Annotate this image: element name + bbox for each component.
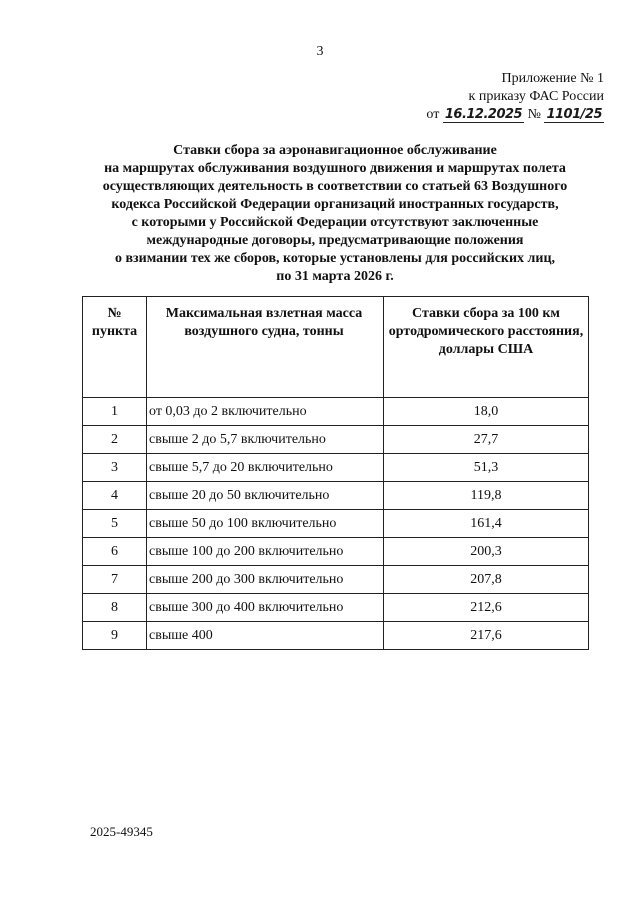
row-number: 3	[83, 454, 147, 482]
row-rate: 207,8	[384, 566, 589, 594]
title-line: международные договоры, предусматривающие положения	[146, 233, 524, 248]
row-rate: 18,0	[384, 398, 589, 426]
page-number: 3	[316, 44, 324, 59]
order-date: 16.12.2025	[444, 107, 523, 122]
header-item-number: № пункта	[83, 297, 147, 398]
row-rate: 200,3	[384, 538, 589, 566]
row-number: 7	[83, 566, 147, 594]
row-mass: свыше 200 до 300 включительно	[147, 566, 384, 594]
appendix-order-details	[344, 106, 604, 124]
rates-table	[82, 296, 589, 650]
title-line: Ставки сбора за аэронавигационное обслуживание	[173, 143, 497, 158]
header-max-takeoff-mass: Максимальная взлетная масса воздушного судна, тонны	[147, 297, 384, 398]
row-mass: свыше 20 до 50 включительно	[147, 482, 384, 510]
title-line: осуществляющих деятельность в соответствии со статьей 63 Воздушного	[102, 179, 568, 194]
title-line: на маршрутах обслуживания воздушного движения и маршрутах полета	[104, 161, 566, 176]
row-rate: 217,6	[384, 622, 589, 650]
row-mass: свыше 50 до 100 включительно	[147, 510, 384, 538]
document-id: 2025-49345	[90, 824, 153, 839]
table-row	[83, 538, 589, 566]
table-row	[83, 482, 589, 510]
row-rate: 119,8	[384, 482, 589, 510]
row-number: 4	[83, 482, 147, 510]
row-mass: свыше 2 до 5,7 включительно	[147, 426, 384, 454]
row-number: 5	[83, 510, 147, 538]
row-mass: свыше 300 до 400 включительно	[147, 594, 384, 622]
table-row	[83, 622, 589, 650]
table-row	[83, 426, 589, 454]
title-line: с которыми у Российской Федерации отсутствуют заключенные	[131, 215, 539, 230]
row-number: 9	[83, 622, 147, 650]
table-row	[83, 566, 589, 594]
table-row	[83, 594, 589, 622]
appendix-title: Приложение № 1	[501, 71, 604, 86]
row-rate: 27,7	[384, 426, 589, 454]
order-number: 1101/25	[546, 107, 602, 122]
table-row	[83, 398, 589, 426]
appendix-block	[344, 70, 604, 124]
appendix-order-ref: к приказу ФАС России	[468, 89, 604, 104]
row-mass: свыше 5,7 до 20 включительно	[147, 454, 384, 482]
title-line: кодекса Российской Федерации организаций иностранных государств,	[111, 197, 559, 212]
row-number: 6	[83, 538, 147, 566]
row-mass: свыше 400	[147, 622, 384, 650]
table-row	[83, 454, 589, 482]
header-rate: Ставки сбора за 100 км ортодромического расстояния, доллары США	[384, 297, 589, 398]
document-title	[70, 142, 600, 286]
title-line: по 31 марта 2026 г.	[276, 269, 394, 284]
row-rate: 51,3	[384, 454, 589, 482]
row-rate: 212,6	[384, 594, 589, 622]
title-line: о взимании тех же сборов, которые установлены для российских лиц,	[114, 251, 556, 266]
row-mass: от 0,03 до 2 включительно	[147, 398, 384, 426]
date-prefix: от	[426, 107, 440, 122]
row-number: 8	[83, 594, 147, 622]
row-number: 2	[83, 426, 147, 454]
row-mass: свыше 100 до 200 включительно	[147, 538, 384, 566]
table-header-row	[83, 297, 589, 398]
number-prefix: №	[527, 107, 541, 122]
table-row	[83, 510, 589, 538]
row-number: 1	[83, 398, 147, 426]
row-rate: 161,4	[384, 510, 589, 538]
